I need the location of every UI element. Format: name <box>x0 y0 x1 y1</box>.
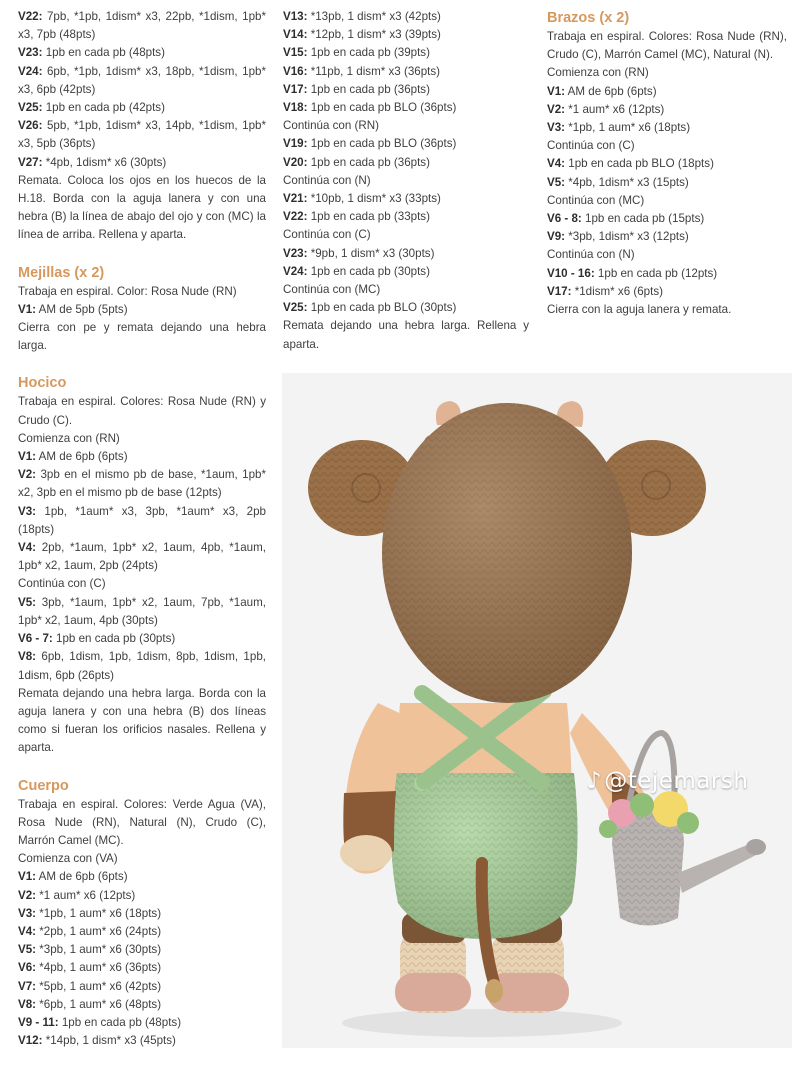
row-text: *10pb, 1 dism* x3 (33pts) <box>307 192 441 206</box>
row-text: 1pb en cada pb (48pts) <box>42 46 165 60</box>
round-label: V17: <box>283 82 308 96</box>
round-label: V1: <box>18 302 37 316</box>
column-middle <box>283 8 529 354</box>
round-label: V5: <box>18 595 37 609</box>
round-instruction <box>18 630 266 648</box>
round-label: V24: <box>283 264 308 278</box>
round-label: V24: <box>18 64 43 78</box>
mejillas-rows <box>18 283 266 356</box>
round-instruction <box>547 265 787 283</box>
round-instruction <box>18 154 266 172</box>
round-label: V4: <box>18 541 37 555</box>
amigurumi-cow-illustration <box>282 373 792 1048</box>
row-text: 1pb en cada pb BLO (36pts) <box>307 137 457 151</box>
row-text: Comienza con (VA) <box>18 852 118 866</box>
row-text: 1pb en cada pb (30pts) <box>52 632 176 646</box>
row-text: Remata dejando una hebra larga. Rellena y aparta. <box>283 319 529 351</box>
row-text: Remata dejando una hebra larga. Borda con la aguja lanera y con una hebra (B) dos líneas como si fueran los orificios nasales. Rellena y aparta. <box>18 686 266 755</box>
row-text: *4pb, 1dism* x3 (15pts) <box>565 175 689 189</box>
brazos-rows <box>547 28 787 319</box>
section-title-cuerpo: Cuerpo <box>18 777 69 794</box>
round-instruction <box>283 26 529 44</box>
row-text: 6pb, *1pb, 1dism* x3, 18pb, *1dism, 1pb* x3, 6pb (42pts) <box>18 64 266 96</box>
round-instruction <box>18 594 266 630</box>
row-text: *6pb, 1 aum* x6 (48pts) <box>36 997 162 1011</box>
row-text: Continúa con (MC) <box>547 193 645 207</box>
row-text: 1pb en cada pb BLO (36pts) <box>307 101 457 115</box>
row-text: 6pb, 1dism, 1pb, 1dism, 8pb, 1dism, 1pb, 1dism, 6pb (26pts) <box>18 650 266 682</box>
round-instruction <box>18 466 266 502</box>
row-text: 1pb en cada pb (30pts) <box>307 264 430 278</box>
instruction-text <box>547 28 787 64</box>
round-label: V3: <box>18 504 37 518</box>
row-text: 2pb, *1aum, 1pb* x2, 1aum, 4pb, *1aum, 1pb* x2, 1aum, 2pb (24pts) <box>18 541 266 573</box>
row-text: *11pb, 1 dism* x3 (36pts) <box>307 64 441 78</box>
round-label: V14: <box>283 28 308 42</box>
row-text: 1pb en cada pb (36pts) <box>307 82 430 96</box>
round-label: V8: <box>18 650 37 664</box>
round-instruction <box>283 208 529 226</box>
instruction-text <box>18 685 266 758</box>
row-text: AM de 5pb (5pts) <box>36 302 128 316</box>
round-instruction <box>18 996 266 1014</box>
row-text: 1pb, *1aum* x3, 3pb, *1aum* x3, 2pb (18pts) <box>18 504 266 536</box>
round-instruction <box>283 8 529 26</box>
round-label: V6 - 8: <box>547 212 582 226</box>
round-label: V5: <box>547 175 566 189</box>
round-instruction <box>18 301 266 319</box>
instruction-text <box>283 281 529 299</box>
round-instruction <box>18 8 266 44</box>
round-instruction <box>283 154 529 172</box>
row-text: 3pb, *1aum, 1pb* x2, 1aum, 7pb, *1aum, 1pb* x2, 1aum, 4pb (30pts) <box>18 595 266 627</box>
row-text: 1pb en cada pb (48pts) <box>58 1015 182 1029</box>
row-text: Continúa con (N) <box>547 248 635 262</box>
round-instruction <box>283 299 529 317</box>
round-instruction <box>18 959 266 977</box>
round-label: V21: <box>283 192 308 206</box>
round-label: V5: <box>18 943 37 957</box>
instruction-text <box>18 393 266 429</box>
row-text: 1pb en cada pb (15pts) <box>581 212 705 226</box>
row-text: *1pb, 1 aum* x6 (18pts) <box>565 121 691 135</box>
row-text: Continúa con (C) <box>18 577 106 591</box>
round-label: V7: <box>18 979 37 993</box>
amigurumi-photo <box>282 373 792 1048</box>
round-label: V19: <box>283 137 308 151</box>
row-text: *1pb, 1 aum* x6 (18pts) <box>36 906 162 920</box>
section-title-mejillas: Mejillas (x 2) <box>18 264 105 281</box>
round-label: V13: <box>283 10 308 23</box>
row-text: Trabaja en espiral. Colores: Rosa Nude (RN), Crudo (C), Marrón Camel (MC), Natural (N). <box>547 30 787 62</box>
round-instruction <box>283 135 529 153</box>
watermark-handle: @tejemarsh <box>604 768 749 794</box>
round-instruction <box>547 119 787 137</box>
round-label: V4: <box>547 157 566 171</box>
round-label: V2: <box>18 468 37 482</box>
round-label: V16: <box>283 64 308 78</box>
round-instruction <box>283 44 529 62</box>
round-instruction <box>18 99 266 117</box>
round-instruction <box>283 99 529 117</box>
round-label: V12: <box>18 1034 43 1048</box>
instruction-text <box>283 172 529 190</box>
column-right <box>547 8 787 319</box>
row-text: AM de 6pb (6pts) <box>36 450 128 464</box>
round-instruction <box>18 978 266 996</box>
instruction-text <box>18 850 266 868</box>
round-label: V3: <box>18 906 37 920</box>
round-instruction <box>283 263 529 281</box>
round-instruction <box>18 941 266 959</box>
row-text: 1pb en cada pb (39pts) <box>307 46 430 60</box>
round-instruction <box>547 174 787 192</box>
hocico-rows <box>18 393 266 757</box>
row-text: *3pb, 1 aum* x6 (30pts) <box>36 943 162 957</box>
row-text: 7pb, *1pb, 1dism* x3, 22pb, *1dism, 1pb* x3, 7pb (48pts) <box>18 10 266 42</box>
row-text: *13pb, 1 dism* x3 (42pts) <box>307 10 441 23</box>
instruction-text <box>547 64 787 82</box>
round-label: V8: <box>18 997 37 1011</box>
row-text: 1pb en cada pb (42pts) <box>42 101 165 115</box>
row-text: AM de 6pb (6pts) <box>565 84 657 98</box>
row-text: Comienza con (RN) <box>547 66 649 80</box>
round-label: V6 - 7: <box>18 632 53 646</box>
instruction-text <box>547 192 787 210</box>
round-label: V25: <box>283 301 308 315</box>
round-instruction <box>547 155 787 173</box>
round-instruction <box>18 1032 266 1050</box>
round-instruction <box>547 283 787 301</box>
round-instruction <box>547 101 787 119</box>
row-text: *1dism* x6 (6pts) <box>571 284 663 298</box>
round-instruction <box>18 539 266 575</box>
round-instruction <box>18 1014 266 1032</box>
row-text: Continúa con (MC) <box>283 283 381 297</box>
row-text: Cierra con pe y remata dejando una hebra larga. <box>18 321 266 353</box>
round-label: V20: <box>283 155 308 169</box>
round-instruction <box>18 448 266 466</box>
row-text: *14pb, 1 dism* x3 (45pts) <box>42 1034 176 1048</box>
row-text: Comienza con (RN) <box>18 431 120 445</box>
row-text: 1pb en cada pb (12pts) <box>594 266 718 280</box>
row-text: *1 aum* x6 (12pts) <box>36 888 136 902</box>
instruction-text <box>18 796 266 851</box>
round-label: V9 - 11: <box>18 1015 59 1029</box>
round-label: V23: <box>18 46 43 60</box>
round-instruction <box>547 228 787 246</box>
round-label: V3: <box>547 121 566 135</box>
row-text: AM de 6pb (6pts) <box>36 870 128 884</box>
round-label: V1: <box>18 870 37 884</box>
instruction-text <box>18 319 266 355</box>
row-text: Continúa con (C) <box>547 139 635 153</box>
row-text: Trabaja en espiral. Colores: Verde Agua (VA), Rosa Nude (RN), Natural (N), Crudo (C), Marrón Camel (MC). <box>18 797 266 847</box>
round-label: V22: <box>283 210 308 224</box>
cuerpo-continued-rows <box>283 8 529 354</box>
round-label: V25: <box>18 101 43 115</box>
row-text: Remata. Coloca los ojos en los huecos de la H.18. Borda con la aguja lanera y con una hebra (B) la línea de abajo del ojo y con (MC) la línea de arriba. Rellena y aparta. <box>18 173 266 242</box>
row-text: *3pb, 1dism* x3 (12pts) <box>565 230 689 244</box>
row-text: *5pb, 1 aum* x6 (42pts) <box>36 979 162 993</box>
instruction-text <box>18 283 266 301</box>
round-instruction <box>283 63 529 81</box>
round-instruction <box>18 923 266 941</box>
instruction-text <box>18 172 266 245</box>
row-text: Continúa con (RN) <box>283 119 380 133</box>
column-left <box>18 8 266 1050</box>
row-text: *12pb, 1 dism* x3 (39pts) <box>307 28 441 42</box>
round-label: V26: <box>18 119 43 133</box>
row-text: Cierra con la aguja lanera y remata. <box>547 303 732 317</box>
head-rows <box>18 8 266 245</box>
round-instruction <box>18 868 266 886</box>
instruction-text <box>283 117 529 135</box>
row-text: *1 aum* x6 (12pts) <box>565 102 665 116</box>
instruction-text <box>18 575 266 593</box>
watermark <box>587 768 748 794</box>
round-instruction <box>283 245 529 263</box>
round-instruction <box>547 210 787 228</box>
round-instruction <box>18 63 266 99</box>
round-label: V9: <box>547 230 566 244</box>
instruction-text <box>547 137 787 155</box>
round-instruction <box>18 648 266 684</box>
round-label: V1: <box>18 450 37 464</box>
round-instruction <box>283 190 529 208</box>
round-label: V2: <box>18 888 37 902</box>
round-label: V23: <box>283 246 308 260</box>
row-text: 1pb en cada pb (36pts) <box>307 155 430 169</box>
section-title-brazos: Brazos (x 2) <box>547 10 630 26</box>
round-instruction <box>18 44 266 62</box>
row-text: *2pb, 1 aum* x6 (24pts) <box>36 924 162 938</box>
row-text: *4pb, 1 aum* x6 (36pts) <box>36 961 162 975</box>
round-label: V17: <box>547 284 572 298</box>
round-label: V27: <box>18 155 43 169</box>
row-text: Trabaja en espiral. Colores: Rosa Nude (RN) y Crudo (C). <box>18 395 266 427</box>
round-label: V15: <box>283 46 308 60</box>
round-label: V10 - 16: <box>547 266 595 280</box>
round-instruction <box>283 81 529 99</box>
round-instruction <box>18 905 266 923</box>
cuerpo-rows <box>18 796 266 1051</box>
round-instruction <box>18 503 266 539</box>
instruction-text <box>547 246 787 264</box>
instruction-text <box>18 430 266 448</box>
round-instruction <box>18 887 266 905</box>
row-text: 5pb, *1pb, 1dism* x3, 14pb, *1dism, 1pb* x3, 5pb (36pts) <box>18 119 266 151</box>
row-text: 1pb en cada pb BLO (18pts) <box>565 157 714 171</box>
round-label: V18: <box>283 101 308 115</box>
round-label: V4: <box>18 924 37 938</box>
row-text: *4pb, 1dism* x6 (30pts) <box>42 155 167 169</box>
row-text: Continúa con (N) <box>283 173 371 187</box>
row-text: *9pb, 1 dism* x3 (30pts) <box>307 246 435 260</box>
round-instruction <box>547 83 787 101</box>
row-text: Trabaja en espiral. Color: Rosa Nude (RN) <box>18 284 237 298</box>
section-title-hocico: Hocico <box>18 375 67 392</box>
row-text: 1pb en cada pb BLO (30pts) <box>307 301 457 315</box>
instruction-text <box>283 317 529 353</box>
round-instruction <box>18 117 266 153</box>
round-label: V6: <box>18 961 37 975</box>
round-label: V1: <box>547 84 566 98</box>
instruction-text <box>547 301 787 319</box>
row-text: 3pb en el mismo pb de base, *1aum, 1pb* x2, 3pb en el mismo pb de base (12pts) <box>18 468 266 500</box>
row-text: 1pb en cada pb (33pts) <box>307 210 430 224</box>
row-text: Continúa con (C) <box>283 228 371 242</box>
instruction-text <box>283 226 529 244</box>
round-label: V22: <box>18 10 43 23</box>
round-label: V2: <box>547 102 566 116</box>
tiktok-logo-icon: ♪ <box>587 768 603 794</box>
